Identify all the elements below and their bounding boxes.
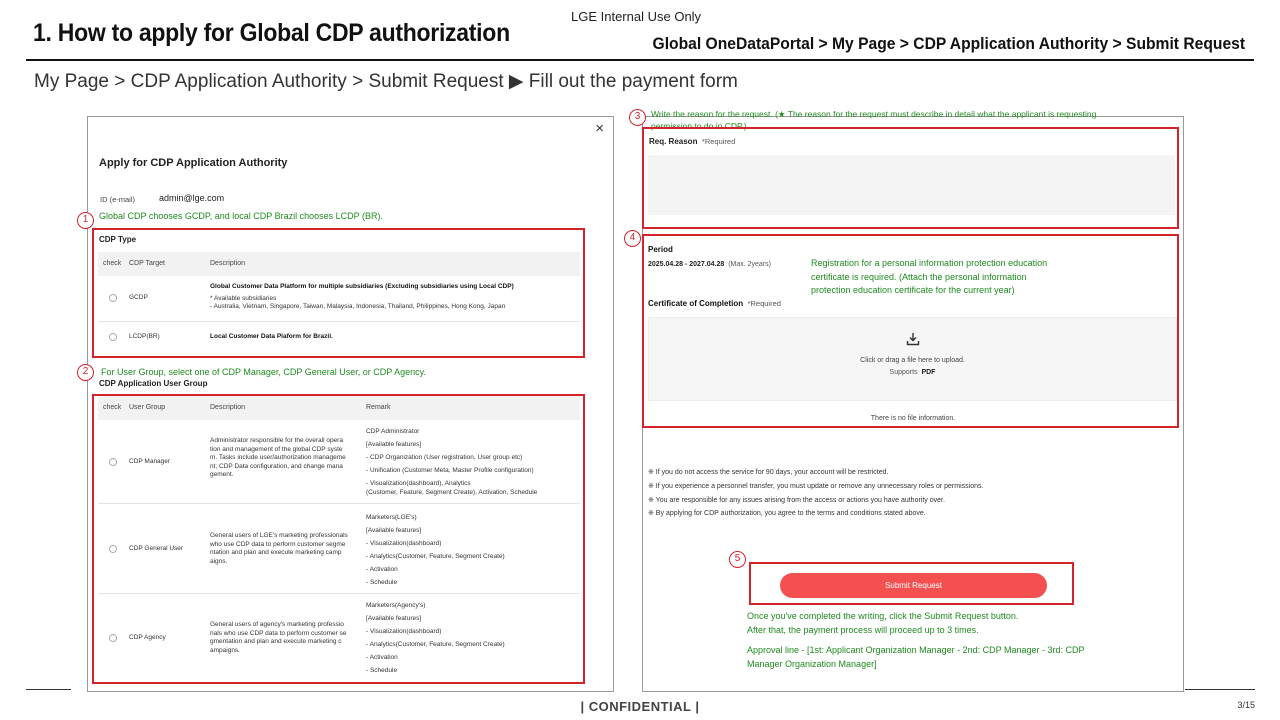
annotation-3-text: Write the reason for the request. (★ The reason for the request must describe in detail what the applicant is requesting permission to do in CDP.) xyxy=(651,109,1097,131)
gcdp-subsidiaries-list: - Australia, Vietnam, Singapore, Taiwan, Malaysia, Indonesia, Thailand, Philippines, Hong Kong, Japan xyxy=(210,303,506,310)
gcdp-subsidiaries-label: * Available subsidiaries xyxy=(210,294,277,302)
gcdp-description-title: Global Customer Data Platform for multiple subsidiaries (Excluding subsidiaries using Local CDP) xyxy=(210,283,514,290)
cdp-general-user-remark: Marketers(LGE's) [Available features] - Visualization(dashboard) - Analytics(Customer, Feature, Segment Create) - Activation - Schedule xyxy=(366,514,505,587)
title-divider xyxy=(26,59,1254,61)
cdp-manager-label: CDP Manager xyxy=(129,458,171,465)
id-value: admin@lge.com xyxy=(159,193,225,203)
period-value: 2025.04.28 - 2027.04.28 (Max. 2years) xyxy=(648,261,771,268)
confidential-label: | CONFIDENTIAL | xyxy=(580,699,700,714)
annotation-number-2: 2 xyxy=(77,364,94,381)
period-label: Period xyxy=(648,245,673,254)
cdp-general-user-description: General users of LGE's marketing professionals who use CDP data to perform customer segme ntation and plan and execute marketing camp aigns. xyxy=(210,532,348,565)
dialog-title: Apply for CDP Application Authority xyxy=(99,157,288,169)
gcdp-target: GCDP xyxy=(129,294,148,301)
annotation-number-1: 1 xyxy=(77,212,94,229)
lcdp-br-description: Local Customer Data Plaform for Brazil. xyxy=(210,333,333,340)
upload-supports: Supports PDF xyxy=(889,369,936,376)
cdp-type-title: CDP Type xyxy=(99,235,137,244)
page-number: 3/15 xyxy=(1237,700,1255,710)
highlight-box-user-group xyxy=(92,394,585,684)
header-user-group: User Group xyxy=(129,404,166,411)
highlight-box-req-reason xyxy=(642,127,1179,229)
footer-divider-right xyxy=(1185,689,1255,690)
req-reason-label: Req. Reason *Required xyxy=(649,137,736,146)
user-group-title: CDP Application User Group xyxy=(99,379,208,388)
annotation-number-3: 3 xyxy=(629,109,646,126)
annotation-5-text: Once you've completed the writing, click the Submit Request button. After that, the payment process will proceed up to 3 times. Approval line - [1st: Applicant Organization Manager - 2nd: CDP Manager - 3rd: CDP Manager Organization Manager] xyxy=(747,611,1085,669)
internal-use-label: LGE Internal Use Only xyxy=(571,9,702,24)
slide-title: 1. How to apply for Global CDP authorization xyxy=(33,19,510,47)
highlight-box-cdp-type xyxy=(92,228,585,358)
cdp-general-user-label: CDP General User xyxy=(129,545,184,552)
annotation-1-text: Global CDP chooses GCDP, and local CDP Brazil chooses LCDP (BR). xyxy=(99,211,383,221)
lcdp-br-target: LCDP(BR) xyxy=(129,333,160,340)
cdp-manager-description: Administrator responsible for the overall opera tion and management of the global CDP syste m. Tasks include user/authorization manageme nt, CDP Data configuration, and change mana gement. xyxy=(210,437,346,478)
header-description: Description xyxy=(210,404,246,411)
navigation-path: Global OneDataPortal > My Page > CDP Application Authority > Submit Request xyxy=(652,34,1245,53)
upload-instructions: Click or drag a file here to upload. xyxy=(860,357,965,364)
no-file-message: There is no file information. xyxy=(870,415,956,422)
note-item: ※ If you experience a personnel transfer, you must update or remove any unnecessary roles or permissions. xyxy=(648,482,984,490)
submit-request-button[interactable]: Submit Request xyxy=(780,573,1047,598)
header-check: check xyxy=(103,260,122,267)
cdp-agency-remark: Marketers(Agency's) [Available features] - Visualization(dashboard) - Analytics(Customer, Feature, Segment Create) - Activation - Schedule xyxy=(366,602,505,675)
annotation-number-4: 4 xyxy=(624,230,641,247)
note-item: ※ By applying for CDP authorization, you agree to the terms and conditions stated above. xyxy=(648,510,926,518)
slide-subtitle: My Page > CDP Application Authority > Submit Request ▶ Fill out the payment form xyxy=(34,71,738,92)
certificate-label: Certificate of Completion *Required xyxy=(648,299,781,308)
cdp-manager-remark: CDP Administrator [Available features] - CDP Organization (User registration, User group etc) - Unification (Customer Meta, Master Profile configuration) - Visualization(dashboard), Analytics (Customer, Feature, Segment Create), Activation, Schedule xyxy=(366,428,538,496)
footer-divider-left xyxy=(26,689,71,690)
cdp-agency-label: CDP Agency xyxy=(129,634,166,641)
note-item: ※ You are responsible for any issues arising from the access or actions you have authority over. xyxy=(648,496,945,504)
terms-notes xyxy=(648,466,983,521)
header-description: Description xyxy=(210,260,246,267)
note-item: ※ If you do not access the service for 90 days, your account will be restricted. xyxy=(648,469,889,476)
annotation-number-5: 5 xyxy=(729,551,746,568)
close-icon[interactable]: × xyxy=(595,120,604,137)
id-label: ID (e-mail) xyxy=(100,195,135,204)
cdp-agency-description: General users of agency's marketing professio nals who use CDP data to perform customer se gmentation and plan and execute marketing c ampaigns. xyxy=(210,621,347,654)
header-remark: Remark xyxy=(366,404,391,411)
annotation-2-text: For User Group, select one of CDP Manager, CDP General User, or CDP Agency. xyxy=(101,367,426,377)
annotation-4-text: Registration for a personal information protection education certificate is required. (Attach the personal information protection education certificate for the current year) xyxy=(811,258,1048,295)
highlight-box-submit xyxy=(749,562,1074,605)
header-check: check xyxy=(103,404,122,411)
header-cdp-target: CDP Target xyxy=(129,260,165,267)
